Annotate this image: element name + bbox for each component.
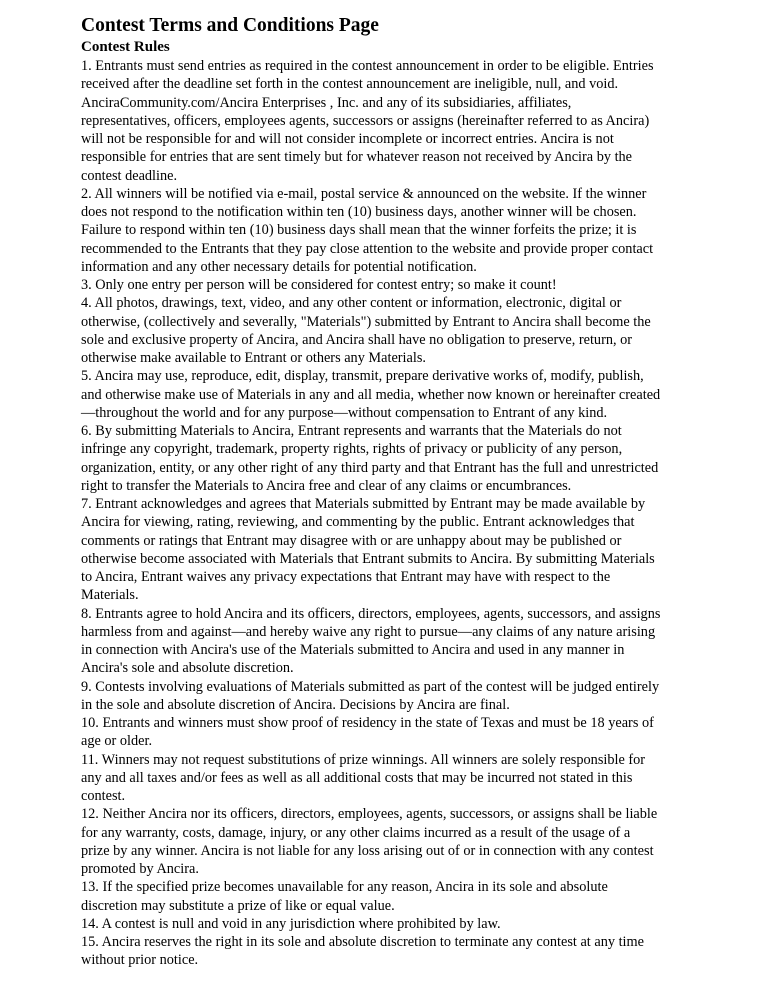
rule-14: 14. A contest is null and void in any jurisdiction where prohibited by law. <box>81 915 501 932</box>
rules-list <box>81 57 661 970</box>
rule-4: 4. All photos, drawings, text, video, and any other content or information, electronic, digital or otherwise, (collectively and severally, "Materials") submitted by Entrant to Ancira shall become the sole and exclusive property of Ancira, and Ancira shall have no obligation to preserve, return, or otherwise make available to Entrant or others any Materials. <box>81 295 651 366</box>
document-page <box>81 14 661 970</box>
rule-1: 1. Entrants must send entries as required in the contest announcement in order to be eligible. Entries received after the deadline set forth in the contest announcement are ineligible, null, and void. AnciraCommunity.com/Ancira Enterprises , Inc. and any of its subsidiaries, affiliates, representatives, officers, employees agents, successors or assigns (hereinafter referred to as Ancira) will not be responsible for and will not consider incomplete or incorrect entries. Ancira is not responsible for entries that are sent timely but for whatever reason not received by Ancira by the contest deadline. <box>81 58 654 184</box>
rule-2: 2. All winners will be notified via e-mail, postal service & announced on the website. If the winner does not respond to the notification within ten (10) business days, another winner will be chosen. Failure to respond within ten (10) business days shall mean that the winner forfeits the prize; it is recommended to the Entrants that they pay close attention to the website and provide proper contact information and any other necessary details for potential notification. <box>81 185 654 275</box>
rule-15: 15. Ancira reserves the right in its sole and absolute discretion to terminate any contest at any time without prior notice. <box>81 934 644 969</box>
rule-6: 6. By submitting Materials to Ancira, Entrant represents and warrants that the Materials do not infringe any copyright, trademark, property rights, rights of privacy or publicity of any person, organization, entity, or any other right of any third party and that Entrant has the full and unrestricted right to transfer the Materials to Ancira free and clear of any claims or encumbrances. <box>81 423 659 494</box>
rule-8: 8. Entrants agree to hold Ancira and its officers, directors, employees, agents, successors, and assigns harmless from and against—and hereby waive any right to pursue—any claims of any nature arising in connection with Ancira's use of the Materials submitted to Ancira and used in any manner in Ancira's sole and absolute discretion. <box>81 605 661 677</box>
rule-11: 11. Winners may not request substitutions of prize winnings. All winners are solely responsible for any and all taxes and/or fees as well as all additional costs that may be incurred not stated in this contest. <box>81 751 646 804</box>
section-heading: Contest Rules <box>81 39 170 55</box>
rule-9: 9. Contests involving evaluations of Materials submitted as part of the contest will be judged entirely in the sole and absolute discretion of Ancira. Decisions by Ancira are final. <box>81 678 660 713</box>
rule-3: 3. Only one entry per person will be considered for contest entry; so make it count! <box>81 277 557 293</box>
rule-7: 7. Entrant acknowledges and agrees that Materials submitted by Entrant may be made available by Ancira for viewing, rating, reviewing, and commenting by the public. Entrant acknowledges that comments or ratings that Entrant may disagree with or are unhappy about may be published or otherwise become associated with Materials that Entrant submits to Ancira. By submitting Materials to Ancira, Entrant waives any privacy expectations that Entrant may have with respect to the Materials. <box>81 496 655 604</box>
rule-12: 12. Neither Ancira nor its officers, directors, employees, agents, successors, or assigns shall be liable for any warranty, costs, damage, injury, or any other claims incurred as a result of the usage of a prize by any winner. Ancira is not liable for any loss arising out of or in connection with any contest promoted by Ancira. <box>81 806 658 877</box>
rule-5: 5. Ancira may use, reproduce, edit, display, transmit, prepare derivative works of, modify, publish, and otherwise make use of Materials in any and all media, whether now known or hereinafter created—throughout the world and for any purpose—without compensation to Entrant of any kind. <box>81 368 661 421</box>
page-title: Contest Terms and Conditions Page <box>81 15 379 36</box>
rule-13: 13. If the specified prize becomes unavailable for any reason, Ancira in its sole and absolute discretion may substitute a prize of like or equal value. <box>81 879 608 914</box>
rule-10: 10. Entrants and winners must show proof of residency in the state of Texas and must be 18 years of age or older. <box>81 715 654 750</box>
